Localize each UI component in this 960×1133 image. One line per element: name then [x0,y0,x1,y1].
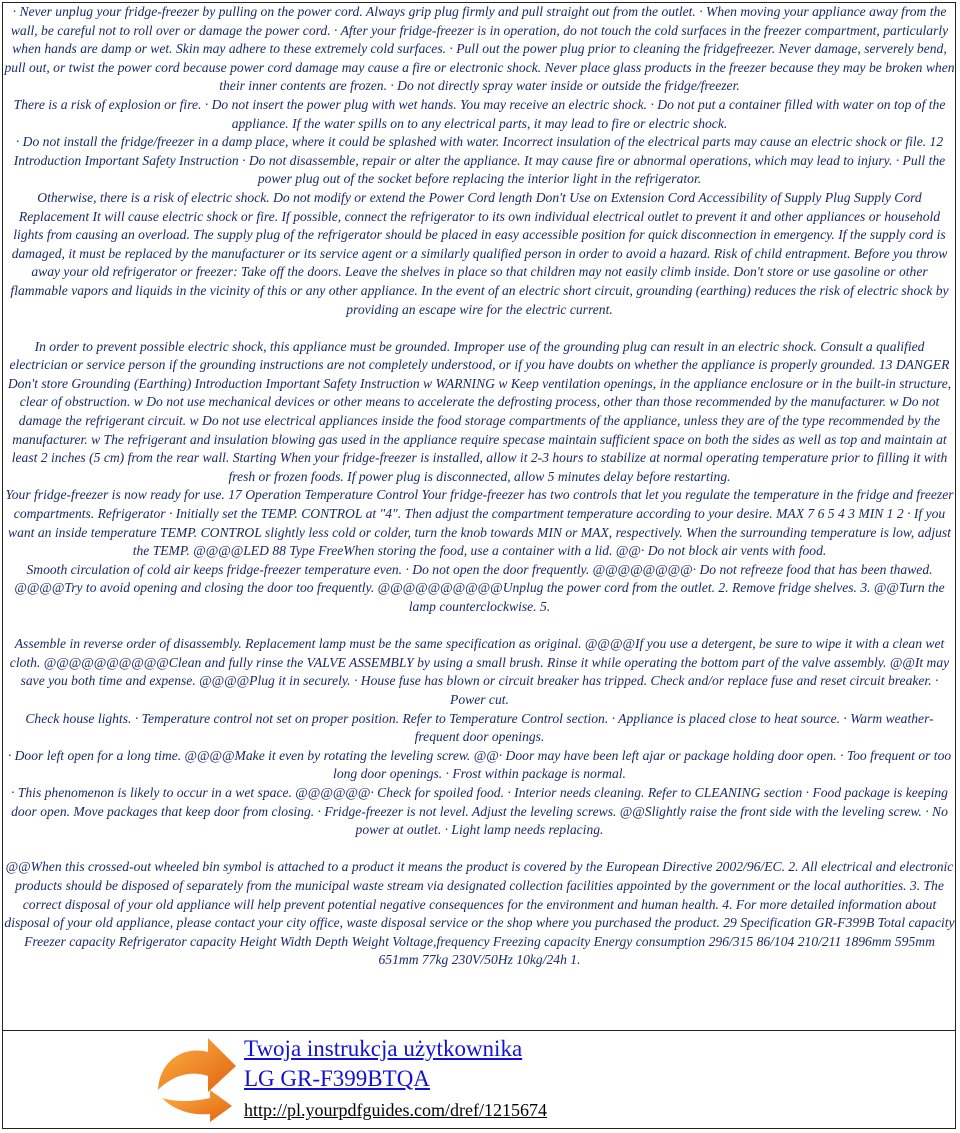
paragraph-explosion-risk: There is a risk of explosion or fire. · Do not insert the power plug with wet hands. You may receive an electric shock. · Do not put a container filled with water on top of the appliance. If the water spills on to any electrical parts, it may lead to fire or electric shock. [13,96,946,131]
source-url-link[interactable]: http://pl.yourpdfguides.com/dref/1215674 [244,1100,547,1120]
paragraph-electric-shock: Otherwise, there is a risk of electric shock. Do not modify or extend the Power Cord length Don't Use on Extension Cord Accessibility of Supply Plug Supply Cord Replacement It will cause electric shock or fire. If possible, connect the refrigerator to its own individual electrical outlet to prevent it and other appliances or household lights from causing an overload. The supply plug of the refrigerator should be placed in easy accessible position for quick disconnection in emergency. If the supply cord is damaged, it must be replaced by the manufacturer or its service agent or a similarly qualified person in order to avoid a hazard. Risk of child entrapment. Before you throw away your old refrigerator or freezer: Take off the doors. Leave the shelves in place so that children may not easily climb inside. Don't store or use gasoline or other flammable vapors and liquids in the vicinity of this or any other appliance. In the event of an electric short circuit, grounding (earthing) reduces the risk of electric shock by providing an escape wire for the electric current. [10,189,949,317]
paragraph-door-open: · Door left open for a long time. @@@@Make it even by rotating the leveling screw. @@· Door may have been left ajar or package holding door open. · Too frequent or too long door openings. · Frost within package is normal. [7,747,952,782]
paragraph-temperature-control: Your fridge-freezer is now ready for use. 17 Operation Temperature Control Your fridge-freezer has two controls that let you regulate the temperature in the fridge and freezer compartments. Refrigerator · Initially set the TEMP. CONTROL at "4". Then adjust the compartment temperature according to your desire. MAX 7 6 5 4 3 MIN 1 2 · If you want an inside temperature TEMP. CONTROL slightly less cold or colder, turn the knob towards MIN or MAX, respectively. When the surrounding temperature is low, adjust the TEMP. @@@@LED 88 Type FreeWhen storing the food, use a container with a lid. @@· Do not block air vents with food. [5,487,954,559]
paragraph-damp-place: · Do not install the fridge/freezer in a damp place, where it could be splashed with water. Incorrect insulation of the electrical parts may cause an electric shock or file. 12 Introduction Important Safety Instruction · Do not disassemble, repair or alter the appliance. It may cause fire or abnormal operations, which may lead to injury. · Pull the power plug out of the socket before replacing the interior light in the refrigerator. [13,134,946,187]
footer-links [244,1034,547,1122]
paragraph-grounding: In order to prevent possible electric shock, this appliance must be grounded. Improper use of the grounding plug can result in an electric shock. Consult a qualified electrician or service person if the grounding instructions are not completely understood, or if you have doubts on whether the appliance is properly grounded. 13 DANGER Don't store Grounding (Earthing) Introduction Important Safety Instruction w WARNING w Keep ventilation openings, in the appliance enclosure or in the built-in structure, clear of obstruction. w Do not use mechanical devices or other means to accelerate the defrosting process, other than those recommended by the manufacturer. w Do not damage the refrigerant circuit. w Do not use electrical appliances inside the food storage compartments of the appliance, unless they are of the type recommended by the manufacturer. w The refrigerant and insulation blowing gas used in the appliance require specase maintain sufficient space on both the sides as well as top and maintain at least 2 inches (5 cm) from the rear wall. Starting When your fridge-freezer is installed, allow it 2-3 hours to stabilize at normal operating temperature prior to filling it with fresh or frozen foods. If power plug is disconnected, allow 5 minutes delay before restarting. [7,338,952,484]
manual-text [4,3,955,970]
paragraph-cold-air: Smooth circulation of cold air keeps fridge-freezer temperature even. · Do not open the door frequently. @@@@@@@@· Do not refreeze food that has been thawed. @@@@Try to avoid opening and closing the door too frequently. @@@@@@@@@@Unplug the power cord from the outlet. 2. Remove fridge shelves. 3. @@Turn the lamp counterclockwise. 5. [14,561,945,614]
footer-divider [2,1030,956,1031]
manual-title-link[interactable]: Twoja instrukcja użytkownika [244,1036,523,1061]
arrow-logo-icon [152,1032,240,1124]
paragraph-disposal-spec: @@When this crossed-out wheeled bin symbol is attached to a product it means the product is covered by the European Directive 2002/96/EC. 2. All electrical and electronic products should be disposed of separately from the municipal waste stream via designated collection facilities appointed by the government or the local authorities. 3. The correct disposal of your old appliance will help prevent potential negative consequences for the environment and human health. 4. For more detailed information about disposal of your old appliance, please contact your city office, waste disposal service or the shop where you purchased the product. 29 Specification GR-F399B Total capacity Freezer capacity Refrigerator capacity Height Width Depth Weight Voltage,frequency Freezing capacity Energy consumption 296/315 86/104 210/211 1896mm 595mm 651mm 77kg 230V/50Hz 10kg/24h 1. [4,859,955,968]
paragraph-reassemble: Assemble in reverse order of disassembly. Replacement lamp must be the same specification as original. @@@@If you use a detergent, be sure to wipe it with a clean wet cloth. @@@@@@@@@@Clean and fully rinse the VALVE ASSEMBLY by using a small brush. Rinse it while operating the bottom part of the valve assembly. @@It may save you both time and expense. @@@@Plug it in securely. · House fuse has blown or circuit breaker has tripped. Check and/or replace fuse and reset circuit breaker. · Power cut. [9,636,950,707]
paragraph-safety-cord: · Never unplug your fridge-freezer by pulling on the power cord. Always grip plug firmly and pull straight out from the outlet. · When moving your appliance away from the wall, be careful not to roll over or damage the power cord. · After your fridge-freezer is in operation, do not touch the cold surfaces in the freezer compartment, particularly when hands are damp or wet. Skin may adhere to these extremely cold surfaces. · Pull out the power plug prior to cleaning the fridgefreezer. Never damage, serverely bend, pull out, or twist the power cord because power cord damage may cause a fire or electronic shock. Never place glass products in the freezer because they may be broken when their inner contents are frozen. · Do not directly spray water inside or outside the fridge/freezer. [4,4,955,94]
paragraph-wet-space: · This phenomenon is likely to occur in a wet space. @@@@@@· Check for spoiled food. · Interior needs cleaning. Refer to CLEANING section · Food package is keeping door open. Move packages that keep door from closing. · Fridge-freezer is not level. Adjust the leveling screws. @@Slightly raise the front side with the leveling screw. · No power at outlet. · Light lamp needs replacing. [11,784,948,838]
paragraph-house-lights: Check house lights. · Temperature control not set on proper position. Refer to Temperature Control section. · Appliance is placed close to heat source. · Warm weather-frequent door openings. [25,710,934,745]
model-link[interactable]: LG GR-F399BTQA [244,1066,430,1091]
